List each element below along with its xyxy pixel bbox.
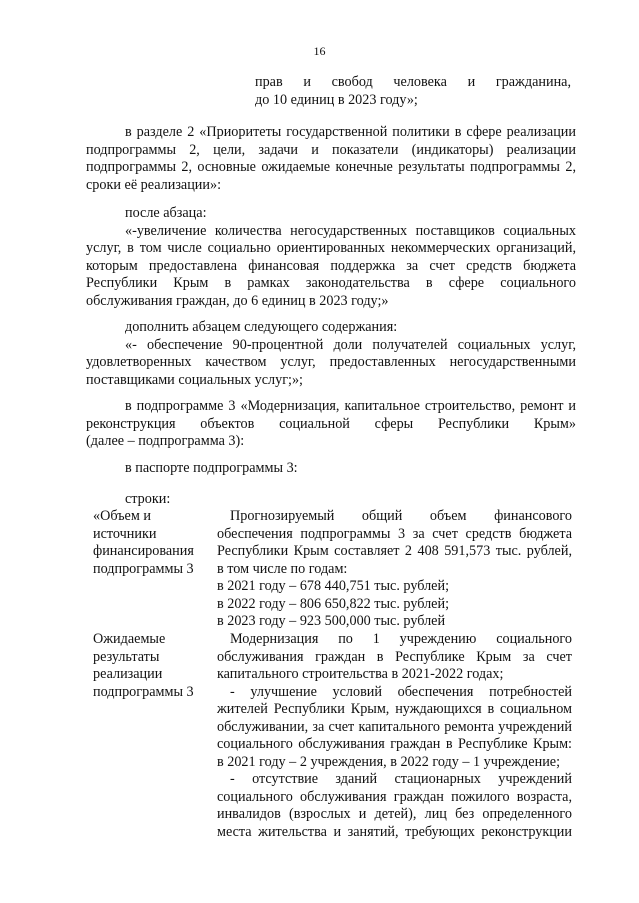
after-paragraph [86,205,576,310]
value-line: жителей Республики Крым, нуждающихся в социальном [217,701,572,717]
label-line: подпрограммы 3 [93,683,194,700]
value-line: социального обслуживания граждан в Республике Крым: [217,736,572,752]
value-line: - отсутствие зданий стационарных учреждений [230,771,572,787]
value-line: капитального строительства в 2021-2022 годах; [217,666,504,682]
top-fragment [255,74,571,109]
value-line: места жительства и занятий, требующих реконструкции [217,823,572,840]
table-row1-value [217,508,572,631]
paragraph-line: реконструкция объектов социальной сферы Республики Крым» [86,415,576,432]
paragraph-line: после абзаца: [125,205,207,221]
subprogram3-paragraph [86,398,576,451]
value-line: - улучшение условий обеспечения потребностей [230,683,572,700]
paragraph-line: которым предоставлена финансовая поддержка за счет средств бюджета [86,257,576,274]
paragraph-line: Республики Крым в рамках законодательства в сфере социального [86,275,576,291]
top-fragment-line: до 10 единиц в 2023 году»; [255,91,418,108]
paragraph-line: обслуживания граждан, до 6 единиц в 2023 году;» [86,292,389,309]
paragraph-line: в подпрограмме 3 «Модернизация, капитальное строительство, ремонт и [125,398,576,414]
top-fragment-line: прав и свобод человека и гражданина, [255,74,571,90]
paragraph-line: в паспорте подпрограммы 3: [125,460,298,476]
label-line: «Объем и [93,508,151,524]
label-line: подпрограммы 3 [93,560,194,577]
label-line: Ожидаемые [93,631,166,647]
section2-paragraph [86,124,576,194]
paragraph-line: подпрограммы 2, основные ожидаемые конечные результаты подпрограммы 2, [86,159,576,175]
supplement-paragraph [86,319,576,389]
paragraph-line: сроки её реализации»: [86,176,222,193]
value-line: Прогнозируемый общий объем финансового [230,508,572,524]
paragraph-line: услуг, в том числе социально ориентированных некоммерческих организаций, [86,240,576,256]
paragraph-line: «- обеспечение 90-процентной доли получателей социальных услуг, [125,336,576,353]
paragraph-line: поставщиками социальных услуг;»; [86,371,303,388]
value-line: в том числе по годам: [217,560,348,577]
value-line: в 2021 году – 678 440,751 тыс. рублей; [217,578,450,594]
paragraph-line: подпрограммы 2, цели, задачи и показатели (индикаторы) реализации [86,141,576,158]
value-line: в 2021 году – 2 учреждения, в 2022 году – 1 учреждение; [217,753,561,770]
passport-intro [125,460,298,478]
value-line: инвалидов (взрослых и детей), лиц без определенного [217,806,572,822]
rows-label [125,491,170,509]
paragraph-line: в разделе 2 «Приоритеты государственной политики в сфере реализации [125,124,576,140]
value-line: обслуживания граждан в Республике Крым за счет [217,648,572,665]
label-line: реализации [93,666,163,682]
paragraph-line: строки: [125,491,171,507]
table-row1-label [93,508,194,578]
value-line: в 2022 году – 806 650,822 тыс. рублей; [217,595,450,612]
paragraph-line: (далее – подпрограмма 3): [86,433,245,449]
paragraph-line: удовлетворенных качеством услуг, предоставленных негосударственными [86,354,576,370]
label-line: финансирования [93,543,194,559]
paragraph-line: дополнить абзацем следующего содержания: [125,319,398,335]
value-line: в 2023 году – 923 500,000 тыс. рублей [217,613,446,629]
value-line: Модернизация по 1 учреждению социального [230,631,572,647]
value-line: социального обслуживания граждан пожилого возраста, [217,788,572,805]
label-line: результаты [93,648,160,665]
table-row2-label [93,631,194,701]
label-line: источники [93,525,157,542]
paragraph-line: «-увеличение количества негосударственных поставщиков социальных [125,222,576,239]
page-number: 16 [313,44,326,58]
value-line: обслуживании, за счет капитального ремонта учреждений [217,718,572,735]
value-line: Республики Крым составляет 2 408 591,573 тыс. рублей, [217,543,572,559]
value-line: обеспечения подпрограммы 3 за счет средств бюджета [217,525,572,542]
table-row2-value [217,631,572,841]
